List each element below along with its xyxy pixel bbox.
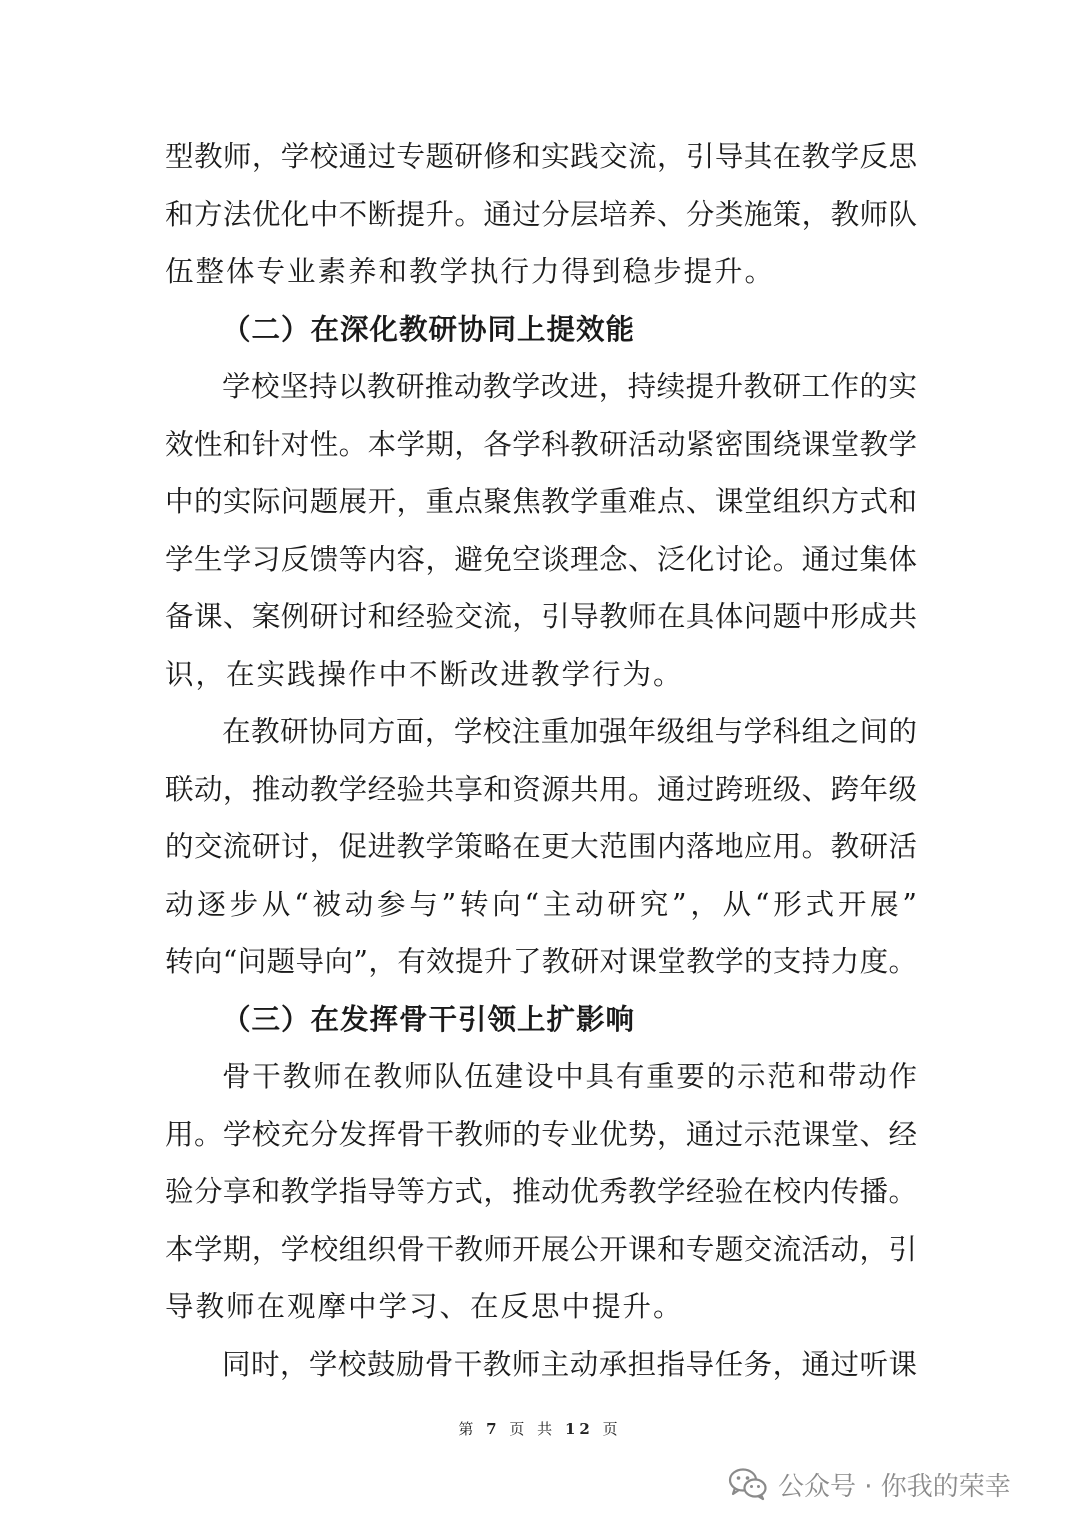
page-number-suffix: 页 — [602, 1420, 622, 1438]
paragraph-line: 转向“问题导向”，有效提升了教研对课堂教学的支持力度。 — [165, 945, 917, 978]
paragraph-line: 效性和针对性。本学期，各学科教研活动紧密围绕课堂教学 — [165, 427, 917, 461]
paragraph-line: 备课、案例研讨和经验交流，引导教师在具体问题中形成共 — [165, 600, 917, 633]
paragraph-line: 联动，推动教学经验共享和资源共用。通过跨班级、跨年级 — [165, 772, 917, 806]
paragraph-line: 本学期，学校组织骨干教师开展公开课和专题交流活动，引 — [165, 1232, 917, 1266]
paragraph-line: 动逐步从“被动参与”转向“主动研究”，从“形式开展” — [165, 887, 917, 921]
total-pages: 12 — [564, 1420, 594, 1438]
section-heading: （三）在发挥骨干引领上扩影响 — [222, 1002, 636, 1036]
paragraph-line: 骨干教师在教师队伍建设中具有重要的示范和带动作 — [222, 1060, 917, 1093]
paragraph-line: 和方法优化中不断提升。通过分层培养、分类施策，教师队 — [165, 197, 917, 231]
page-number — [0, 1418, 1080, 1439]
paragraph-line: 中的实际问题展开，重点聚焦教学重难点、课堂组织方式和 — [165, 485, 917, 518]
paragraph-line: 用。学校充分发挥骨干教师的专业优势，通过示范课堂、经 — [165, 1117, 917, 1151]
current-page: 7 — [486, 1420, 501, 1438]
watermark — [728, 1462, 1011, 1506]
document-body — [165, 128, 917, 1393]
paragraph-line: 学校坚持以教研推动教学改进，持续提升教研工作的实 — [222, 370, 917, 403]
paragraph-line: 识，在实践操作中不断改进教学行为。 — [165, 657, 684, 691]
paragraph-line: 在教研协同方面，学校注重加强年级组与学科组之间的 — [222, 715, 917, 748]
paragraph-line: 的交流研讨，促进教学策略在更大范围内落地应用。教研活 — [165, 830, 917, 863]
paragraph-line: 验分享和教学指导等方式，推动优秀教学经验在校内传播。 — [165, 1175, 917, 1208]
paragraph-line: 型教师，学校通过专题研修和实践交流，引导其在教学反思 — [165, 140, 917, 173]
section-heading: （二）在深化教研协同上提效能 — [222, 312, 636, 346]
wechat-icon — [728, 1467, 768, 1501]
paragraph-line: 学生学习反馈等内容，避免空谈理念、泛化讨论。通过集体 — [165, 542, 917, 576]
paragraph-line: 伍整体专业素养和教学执行力得到稳步提升。 — [165, 255, 776, 288]
page-number-middle: 页 共 — [509, 1420, 557, 1438]
page-number-prefix: 第 — [458, 1420, 478, 1438]
paragraph-line: 同时，学校鼓励骨干教师主动承担指导任务，通过听课 — [222, 1347, 917, 1381]
paragraph-line: 导教师在观摩中学习、在反思中提升。 — [165, 1290, 684, 1323]
watermark-text: 公众号 · 你我的荣幸 — [778, 1471, 1011, 1502]
